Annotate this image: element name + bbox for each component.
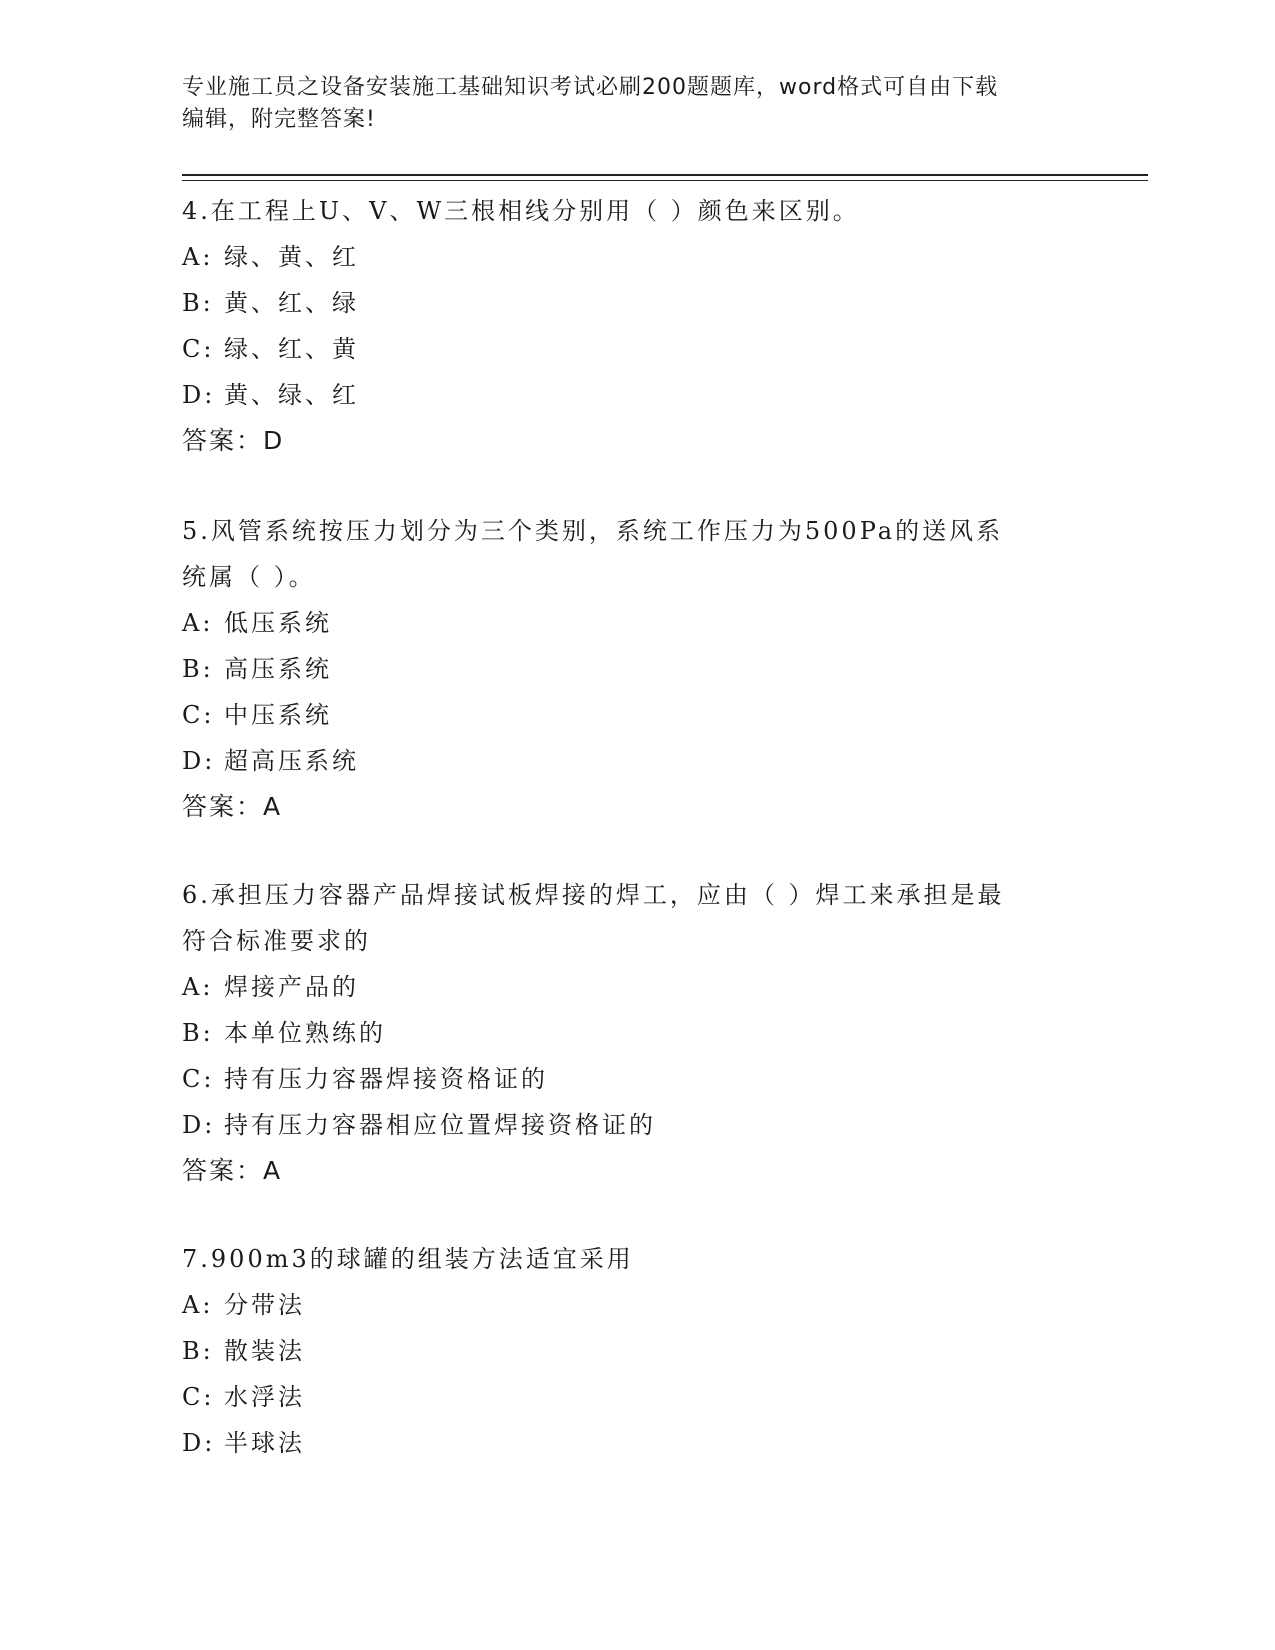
option-key: B: — [182, 1337, 214, 1365]
question-stem: 5.风管系统按压力划分为三个类别，系统工作压力为500Pa的送风系 — [182, 517, 1004, 545]
option-key: C: — [182, 1065, 215, 1093]
answer-line: 答案：A — [182, 1156, 283, 1185]
option-key: D: — [182, 1111, 216, 1139]
option-d — [182, 372, 1082, 418]
option-text: 散装法 — [224, 1337, 305, 1365]
option-text: 本单位熟练的 — [224, 1019, 386, 1047]
document-header — [182, 72, 1062, 136]
option-key: D: — [182, 1429, 216, 1457]
answer-line: 答案：A — [182, 792, 283, 821]
option-key: C: — [182, 701, 215, 729]
option-b — [182, 646, 1082, 692]
option-c — [182, 1056, 1082, 1102]
question-stem-continuation: 符合标准要求的 — [182, 927, 371, 955]
question-block — [182, 508, 1082, 830]
option-key: C: — [182, 1383, 215, 1411]
option-d — [182, 1420, 1082, 1466]
option-key: A: — [182, 973, 214, 1001]
question-block — [182, 188, 1082, 464]
option-b — [182, 1010, 1082, 1056]
option-text: 绿、黄、红 — [224, 243, 359, 271]
option-c — [182, 1374, 1082, 1420]
option-b — [182, 1328, 1082, 1374]
answer-line: 答案：D — [182, 426, 285, 455]
option-text: 分带法 — [224, 1291, 305, 1319]
option-key: C: — [182, 335, 215, 363]
option-a — [182, 1282, 1082, 1328]
option-key: B: — [182, 289, 214, 317]
question-stem: 7.900m3的球罐的组装方法适宜采用 — [182, 1245, 634, 1273]
option-text: 半球法 — [224, 1429, 305, 1457]
option-c — [182, 326, 1082, 372]
option-b — [182, 280, 1082, 326]
option-key: A: — [182, 609, 214, 637]
header-divider-thin — [182, 180, 1148, 181]
header-line-1: 专业施工员之设备安装施工基础知识考试必刷200题题库，word格式可自由下载 — [182, 75, 999, 100]
option-a — [182, 964, 1082, 1010]
option-text: 焊接产品的 — [224, 973, 359, 1001]
question-stem-continuation: 统属（ ）。 — [182, 563, 316, 591]
option-text: 绿、红、黄 — [224, 335, 359, 363]
question-block — [182, 872, 1082, 1194]
option-text: 黄、红、绿 — [224, 289, 359, 317]
option-text: 黄、绿、红 — [224, 381, 359, 409]
question-stem: 6.承担压力容器产品焊接试板焊接的焊工，应由（ ）焊工来承担是最 — [182, 881, 1005, 909]
option-key: B: — [182, 1019, 214, 1047]
option-text: 中压系统 — [224, 701, 332, 729]
option-key: A: — [182, 243, 214, 271]
option-text: 水浮法 — [224, 1383, 305, 1411]
option-text: 低压系统 — [224, 609, 332, 637]
option-c — [182, 692, 1082, 738]
option-a — [182, 600, 1082, 646]
option-key: D: — [182, 747, 216, 775]
option-d — [182, 1102, 1082, 1148]
option-d — [182, 738, 1082, 784]
header-divider — [182, 174, 1148, 176]
option-text: 持有压力容器焊接资格证的 — [224, 1065, 548, 1093]
question-block — [182, 1236, 1082, 1466]
option-key: D: — [182, 381, 216, 409]
option-key: A: — [182, 1291, 214, 1319]
option-a — [182, 234, 1082, 280]
option-text: 高压系统 — [224, 655, 332, 683]
option-text: 持有压力容器相应位置焊接资格证的 — [224, 1111, 656, 1139]
question-stem: 4.在工程上U、V、W三根相线分别用（ ）颜色来区别。 — [182, 197, 860, 225]
option-key: B: — [182, 655, 214, 683]
header-line-2: 编辑，附完整答案! — [182, 107, 376, 132]
option-text: 超高压系统 — [224, 747, 359, 775]
